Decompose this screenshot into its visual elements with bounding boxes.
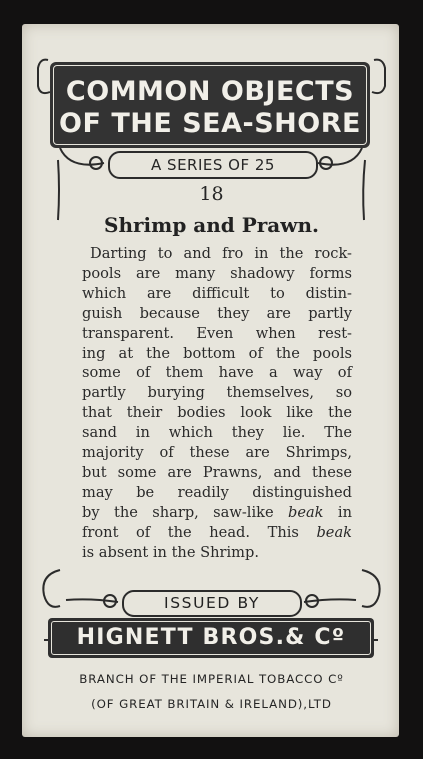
issued-by-label: ISSUED BY	[122, 590, 302, 617]
description-line: sand in which they lie. The	[82, 424, 352, 442]
description-line: guish because they are partly	[82, 304, 352, 322]
card-title-line-2: OF THE SEA-SHORE	[59, 108, 361, 139]
firm-name-banner: HIGNETT BROS.& Cº	[48, 618, 374, 658]
description-line: may be readily distinguished	[82, 483, 352, 501]
description-line: which are difficult to distin-	[82, 284, 352, 302]
description-line: is absent in the Shrimp.	[82, 543, 259, 561]
card-subject-title: Shrimp and Prawn.	[104, 213, 319, 237]
branch-line-1: BRANCH OF THE IMPERIAL TOBACCO Cº	[79, 672, 344, 686]
description-line: ing at the bottom of the pools	[82, 344, 352, 362]
description-line: some of them have a way of	[82, 364, 352, 382]
description-line: by the sharp, saw-like beak in	[82, 503, 352, 521]
description-line: majority of these are Shrimps,	[82, 444, 352, 462]
description-line: pools are many shadowy forms	[82, 264, 352, 282]
description-line: partly burying themselves, so	[82, 384, 352, 402]
description-paragraph	[82, 244, 352, 563]
title-banner	[50, 62, 370, 148]
description-line: but some are Prawns, and these	[82, 463, 352, 481]
branch-line-2: (OF GREAT BRITAIN & IRELAND),LTD	[91, 697, 332, 711]
card-title-line-1: COMMON OBJECTS	[65, 76, 355, 107]
description-line: Darting to and fro in the rock-	[90, 245, 352, 262]
series-label: A SERIES OF 25	[108, 151, 318, 179]
card-number: 18	[199, 183, 224, 205]
description-line: that their bodies look like the	[82, 404, 352, 422]
description-line: transparent. Even when rest-	[82, 324, 352, 342]
description-line: front of the head. This beak	[82, 523, 352, 541]
